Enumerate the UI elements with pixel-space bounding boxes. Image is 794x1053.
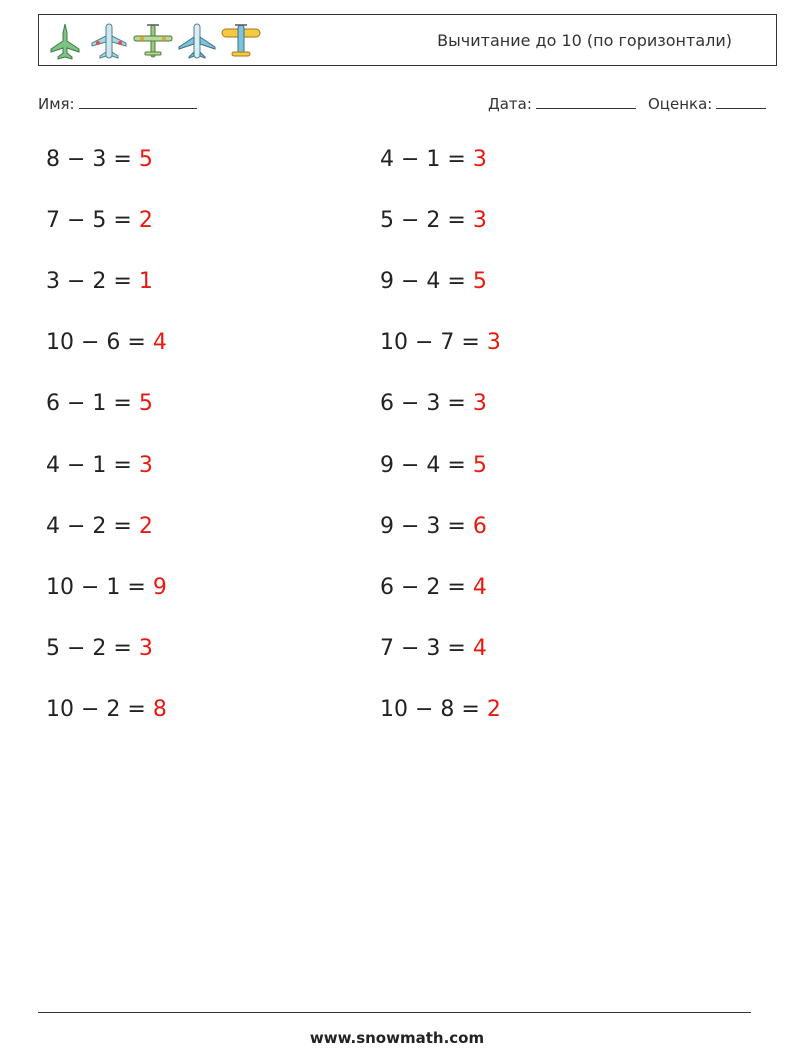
problem-answer: 3: [472, 147, 487, 172]
problem-left-9: [46, 636, 153, 661]
problem-right-9: [380, 636, 487, 661]
problem-question: 10 − 1 =: [46, 574, 153, 600]
problem-question: 10 − 7 =: [380, 330, 487, 356]
problem-answer: 2: [138, 208, 153, 234]
problem-question: 3 − 2 =: [46, 269, 139, 295]
problem-answer: 5: [138, 391, 153, 417]
problem-answer: 9: [152, 574, 167, 600]
problem-right-2: [380, 208, 487, 233]
problem-left-5: [46, 391, 153, 416]
problem-left-3: [46, 269, 153, 294]
problem-left-2: [46, 208, 153, 233]
problem-answer: 1: [138, 269, 153, 295]
problem-question: 7 − 3 =: [380, 635, 473, 661]
name-label: Имя:: [38, 95, 75, 113]
problem-question: 4 − 1 =: [380, 147, 473, 172]
problem-question: 4 − 2 =: [46, 513, 139, 539]
problem-answer: 4: [472, 635, 487, 661]
problem-question: 6 − 2 =: [380, 574, 473, 600]
problem-answer: 3: [472, 391, 487, 417]
problem-left-4: [46, 330, 167, 355]
problem-question: 10 − 6 =: [46, 330, 153, 356]
worksheet-title: Вычитание до 10 (по горизонтали): [437, 31, 732, 50]
problem-question: 5 − 2 =: [380, 208, 473, 234]
problem-question: 10 − 2 =: [46, 696, 153, 722]
problem-right-8: [380, 575, 487, 600]
problem-question: 9 − 4 =: [380, 452, 473, 478]
problem-answer: 4: [472, 574, 487, 600]
problem-answer: 3: [472, 208, 487, 234]
problem-right-7: [380, 514, 487, 539]
problem-question: 9 − 3 =: [380, 513, 473, 539]
problem-right-3: [380, 269, 487, 294]
problem-question: 9 − 4 =: [380, 269, 473, 295]
problem-question: 6 − 3 =: [380, 391, 473, 417]
problem-left-7: [46, 514, 153, 539]
problem-right-1: [380, 147, 487, 172]
date-label: Дата:: [488, 95, 532, 113]
problem-answer: 2: [138, 513, 153, 539]
problem-right-5: [380, 391, 487, 416]
problem-left-1: [46, 147, 153, 172]
grade-label: Оценка:: [648, 95, 713, 113]
problem-answer: 2: [486, 696, 501, 722]
problem-question: 6 − 1 =: [46, 391, 139, 417]
problem-answer: 8: [152, 696, 167, 722]
problem-question: 4 − 1 =: [46, 452, 139, 478]
problem-answer: 4: [152, 330, 167, 356]
problem-answer: 6: [472, 513, 487, 539]
problem-left-10: [46, 697, 167, 722]
footer-divider: [38, 1012, 751, 1013]
problem-answer: 3: [138, 452, 153, 478]
problem-right-4: [380, 330, 501, 355]
problem-question: 5 − 2 =: [46, 635, 139, 661]
problem-right-10: [380, 697, 501, 722]
problem-answer: 5: [138, 147, 153, 172]
problem-left-6: [46, 453, 153, 478]
problem-question: 10 − 8 =: [380, 696, 487, 722]
problem-answer: 3: [138, 635, 153, 661]
problem-question: 7 − 5 =: [46, 208, 139, 234]
problem-right-6: [380, 453, 487, 478]
problem-answer: 5: [472, 269, 487, 295]
footer-site: www.snowmath.com: [309, 1029, 485, 1047]
problem-left-8: [46, 575, 167, 600]
problem-answer: 3: [486, 330, 501, 356]
problem-question: 8 − 3 =: [46, 147, 139, 172]
problem-answer: 5: [472, 452, 487, 478]
